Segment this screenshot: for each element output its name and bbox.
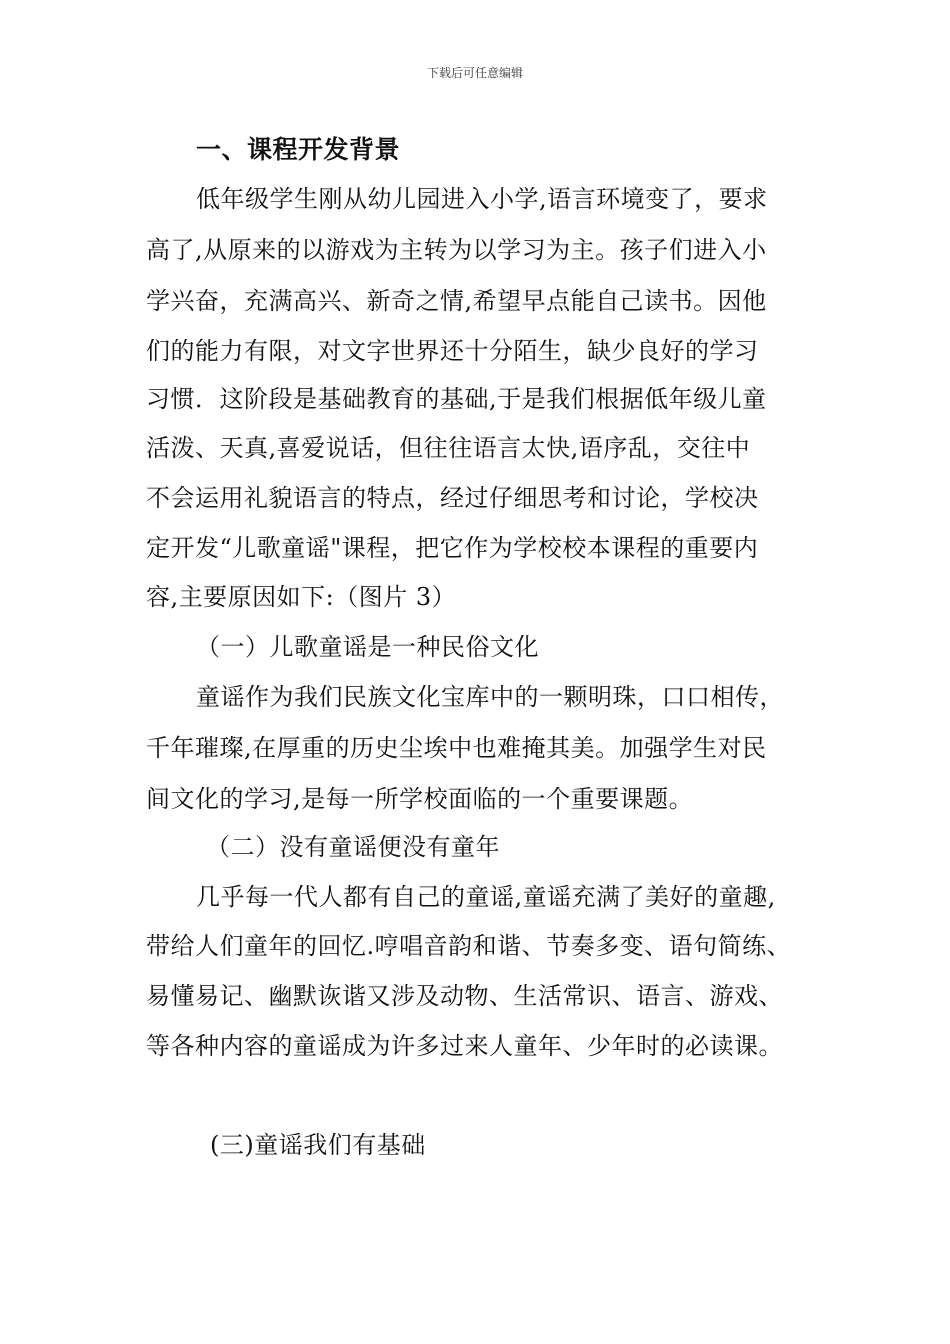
paragraph-line: 学兴奋，充满高兴、新奇之情,希望早点能自己读书。因他 <box>146 287 767 315</box>
paragraph-line: 等各种内容的童谣成为许多过来人童年、少年时的必读课。 <box>146 1032 783 1060</box>
paragraph-line: 高了,从原来的以游戏为主转为以学习为主。孩子们进入小 <box>146 236 767 264</box>
paragraph-line: 不会运用礼貌语言的特点，经过仔细思考和讨论，学校决 <box>146 484 759 512</box>
paragraph-line: 们的能力有限，对文字世界还十分陌生，缺少良好的学习 <box>146 337 759 365</box>
subsection-title: （二）没有童谣便没有童年 <box>206 833 500 861</box>
paragraph-line: 低年级学生刚从幼儿园进入小学,语言环境变了，要求 <box>196 185 768 213</box>
section-title: 一、课程开发背景 <box>196 135 401 164</box>
paragraph-line: 活泼、天真,喜爱说话，但往往语言太快,语序乱，交往中 <box>146 434 751 462</box>
paragraph-line: 定开发“儿歌童谣"课程，把它作为学校校本课程的重要内 <box>146 534 759 562</box>
paragraph-line: 带给人们童年的回忆.哼唱音韵和谐、节奏多变、语句简练、 <box>146 932 792 960</box>
header-note: 下载后可任意编辑 <box>426 66 523 80</box>
paragraph-line: 容,主要原因如下:（图片 3） <box>146 583 457 611</box>
subsection-title: (三)童谣我们有基础 <box>210 1131 426 1159</box>
paragraph-line: 易懂易记、幽默诙谐又涉及动物、生活常识、语言、游戏、 <box>146 982 783 1010</box>
subsection-title: （一）儿歌童谣是一种民俗文化 <box>196 633 539 661</box>
paragraph-line: 千年璀璨,在厚重的历史尘埃中也难掩其美。加强学生对民 <box>146 734 767 762</box>
paragraph-line: 习惯．这阶段是基础教育的基础,于是我们根据低年级儿童 <box>146 385 767 413</box>
paragraph-line: 间文化的学习,是每一所学校面临的一个重要课题。 <box>146 785 694 813</box>
paragraph-line: 童谣作为我们民族文化宝库中的一颗明珠，口口相传， <box>196 683 784 711</box>
paragraph-line: 几乎每一代人都有自己的童谣,童谣充满了美好的童趣, <box>196 883 776 911</box>
